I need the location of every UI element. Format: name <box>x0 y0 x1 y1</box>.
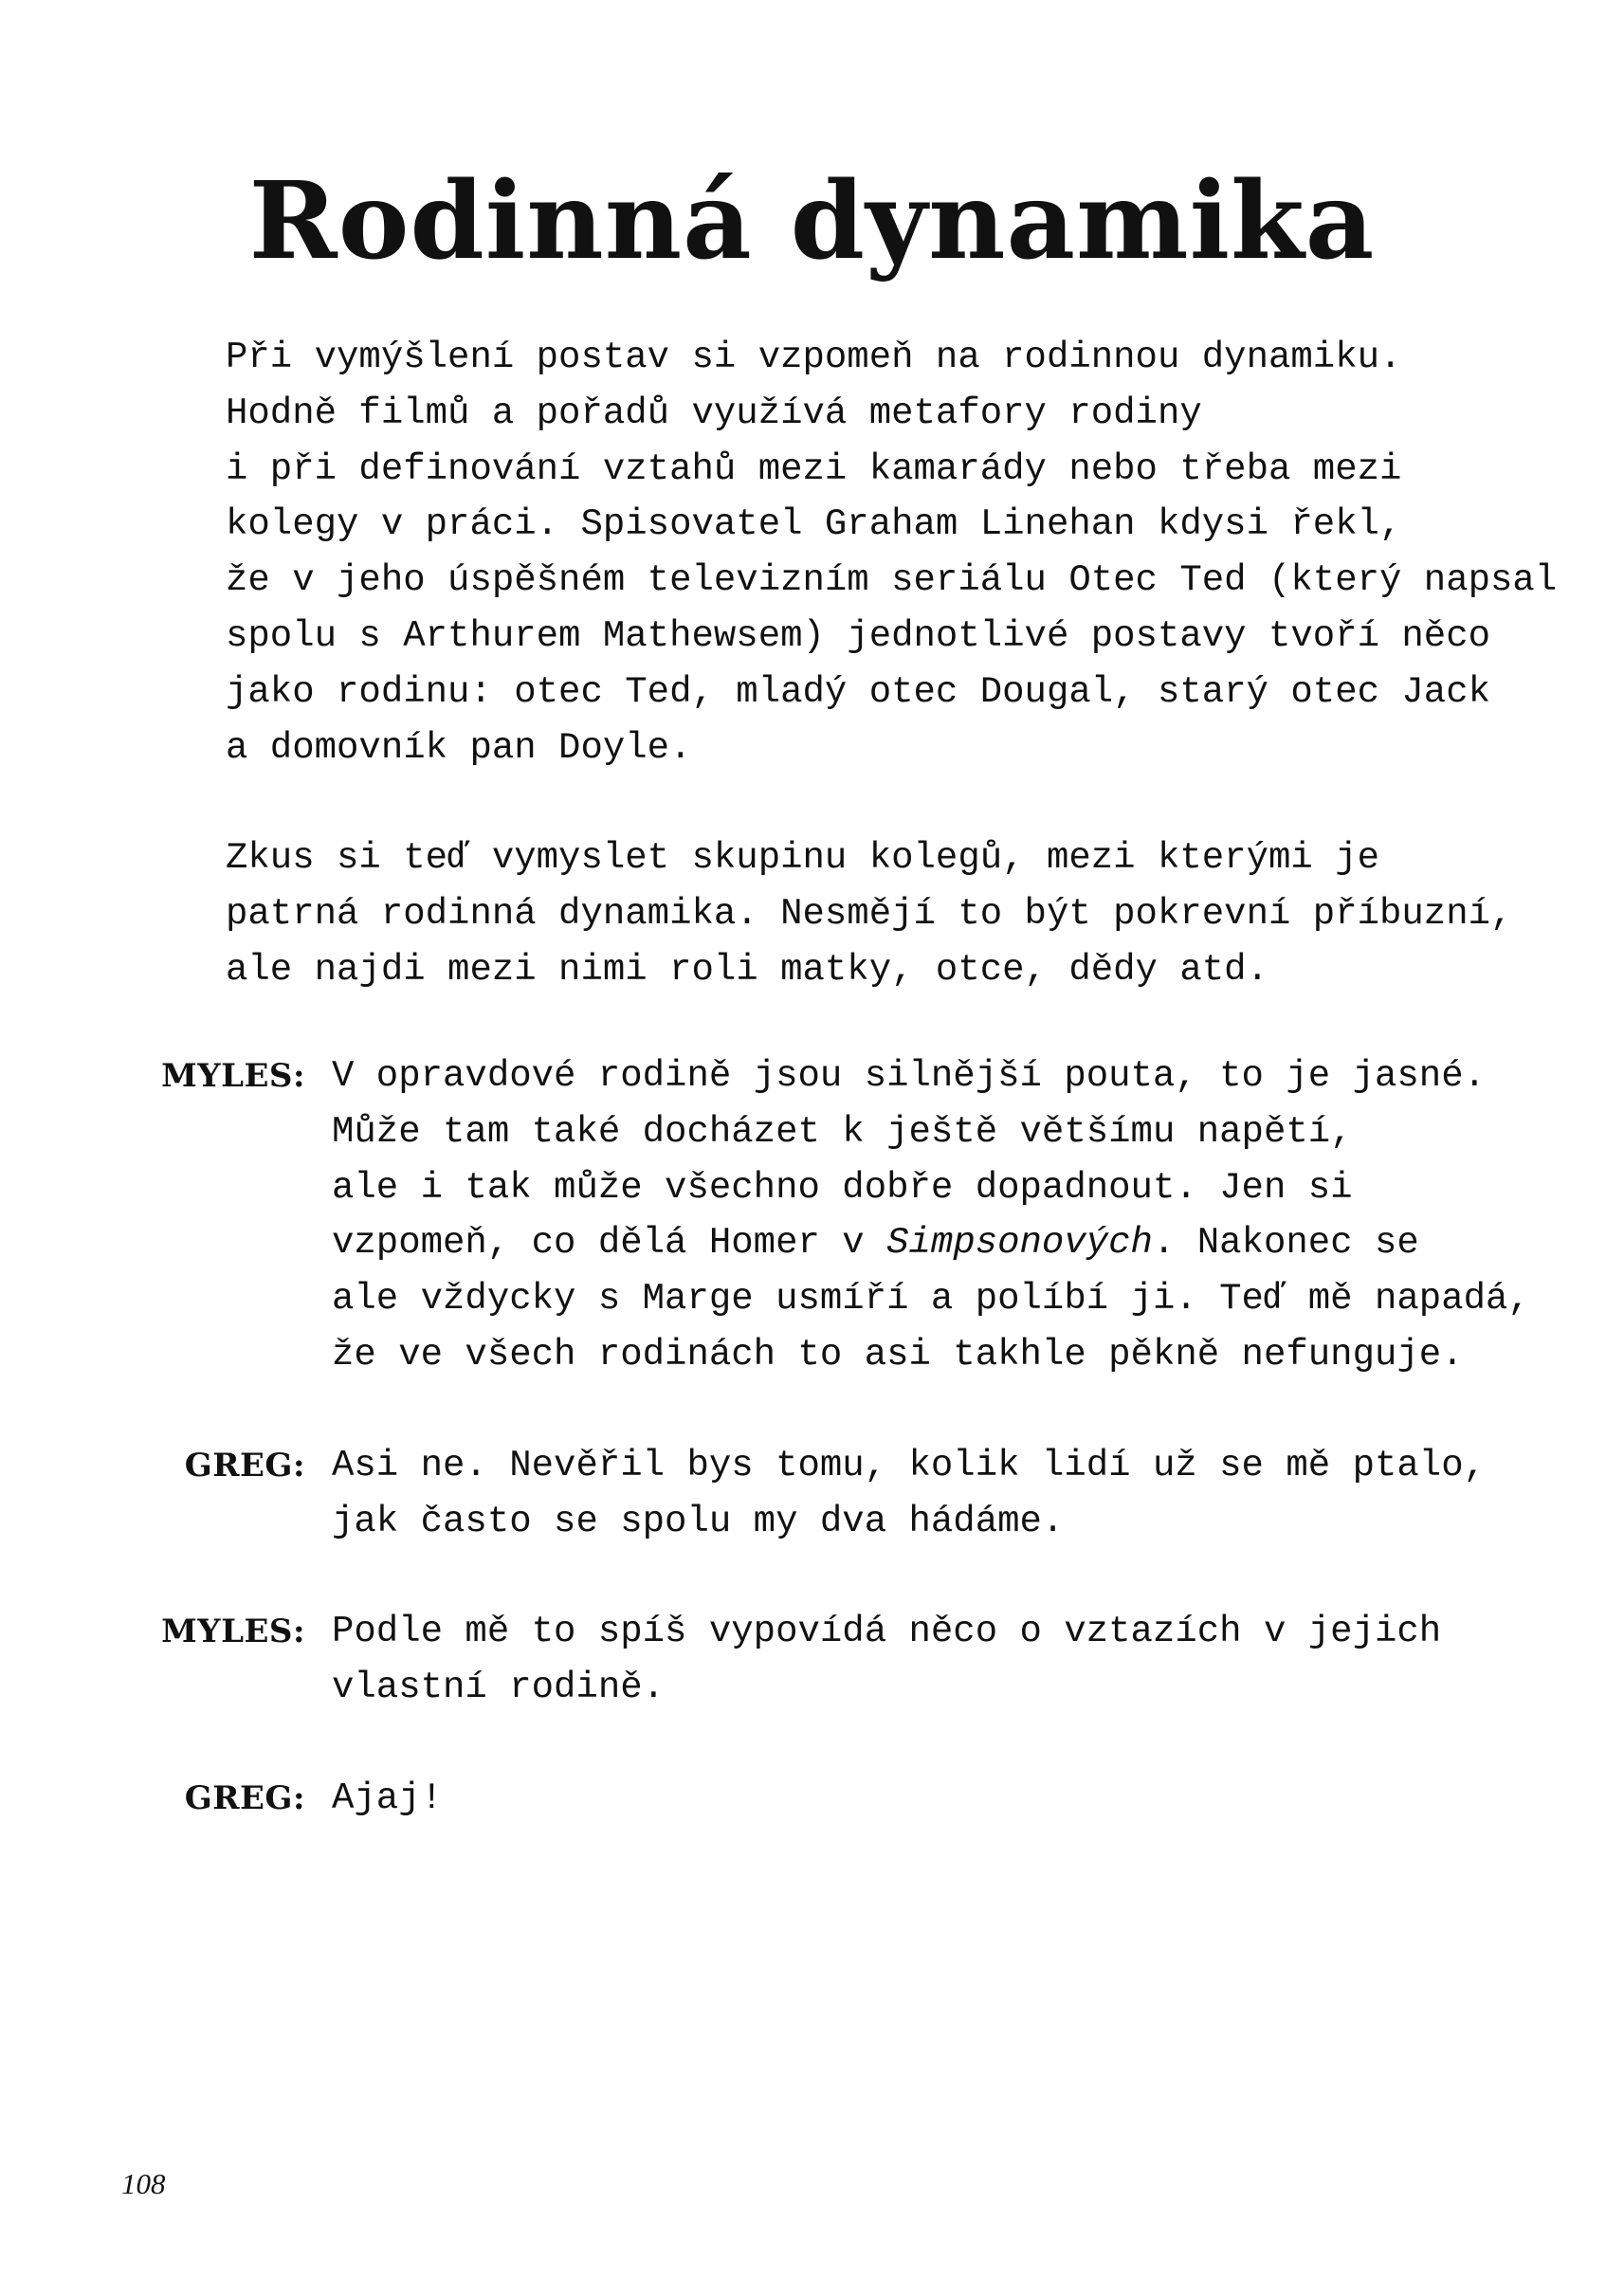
dialogue <box>0 1048 1624 1827</box>
text-line: i při definování vztahů mezi kamarády nebo třeba mezi <box>226 447 1402 490</box>
dialogue-exchange-myles-1 <box>0 1048 1624 1383</box>
speech-text <box>332 1604 1441 1716</box>
text-line: Při vymýšlení postav si vzpomeň na rodinnou dynamiku. <box>226 337 1402 378</box>
text-line: kolegy v práci. Spisovatel Graham Linehan kdysi řekl, <box>226 503 1402 546</box>
speaker-name: MYLES: <box>161 1613 305 1651</box>
speech-text <box>332 1438 1486 1550</box>
text-line: Podle mě to spíš vypovídá něco o vztazích v jejich <box>332 1611 1442 1653</box>
dialogue-exchange-myles-2 <box>0 1604 1624 1716</box>
speech-text <box>332 1048 1530 1383</box>
text-line: Ajaj! <box>332 1777 444 1819</box>
intro-text <box>226 330 1558 998</box>
text-line: vlastní rodině. <box>332 1667 666 1709</box>
text-line: ale vždycky s Marge usmíří a políbí ji. Teď mě napadá, <box>332 1278 1530 1321</box>
text-line: V opravdové rodině jsou silnější pouta, to je jasné. <box>332 1055 1486 1097</box>
text-line: spolu s Arthurem Mathewsem) jednotlivé postavy tvoří něco <box>226 614 1491 657</box>
speaker-name: MYLES: <box>161 1057 305 1095</box>
text-segment: . Nakonec se <box>1152 1222 1419 1265</box>
text-line: že v jeho úspěšném televizním seriálu Otec Ted (který napsal <box>226 559 1558 602</box>
page-number: 108 <box>121 2167 166 2200</box>
text-line: ale najdi mezi nimi roli matky, otce, dědy atd. <box>226 948 1268 991</box>
text-line: Zkus si teď vymyslet skupinu kolegů, mezi kterými je <box>226 837 1379 880</box>
text-line: Asi ne. Nevěřil bys tomu, kolik lidí už se mě ptalo, <box>332 1444 1486 1486</box>
text-line: že ve všech rodinách to asi takhle pěkně nefunguje. <box>332 1333 1464 1376</box>
intro-paragraph-1 <box>226 330 1558 775</box>
text-line <box>332 1215 1530 1271</box>
text-line: patrná rodinná dynamika. Nesmějí to být pokrevní příbuzní, <box>226 893 1513 936</box>
text-line: Může tam také docházet k ještě většímu napětí, <box>332 1110 1353 1153</box>
text-line: jak často se spolu my dva hádáme. <box>332 1500 1065 1542</box>
speaker-name: GREG: <box>184 1446 305 1485</box>
speaker-name: GREG: <box>184 1778 305 1817</box>
intro-paragraph-2 <box>226 830 1513 997</box>
text-line: ale i tak může všechno dobře dopadnout. Jen si <box>332 1166 1353 1209</box>
text-line: a domovník pan Doyle. <box>226 726 692 769</box>
show-title: Simpsonových <box>886 1222 1153 1265</box>
dialogue-exchange-greg-2 <box>0 1771 1624 1827</box>
text-line: jako rodinu: otec Ted, mladý otec Dougal, starý otec Jack <box>226 670 1491 713</box>
speech-text <box>332 1771 443 1827</box>
page-title: Rodinná dynamika <box>248 159 1376 283</box>
dialogue-exchange-greg-1 <box>0 1438 1624 1550</box>
text-line: Hodně filmů a pořadů využívá metafory rodiny <box>226 392 1202 434</box>
text-segment: vzpomeň, co dělá Homer v <box>332 1222 887 1265</box>
